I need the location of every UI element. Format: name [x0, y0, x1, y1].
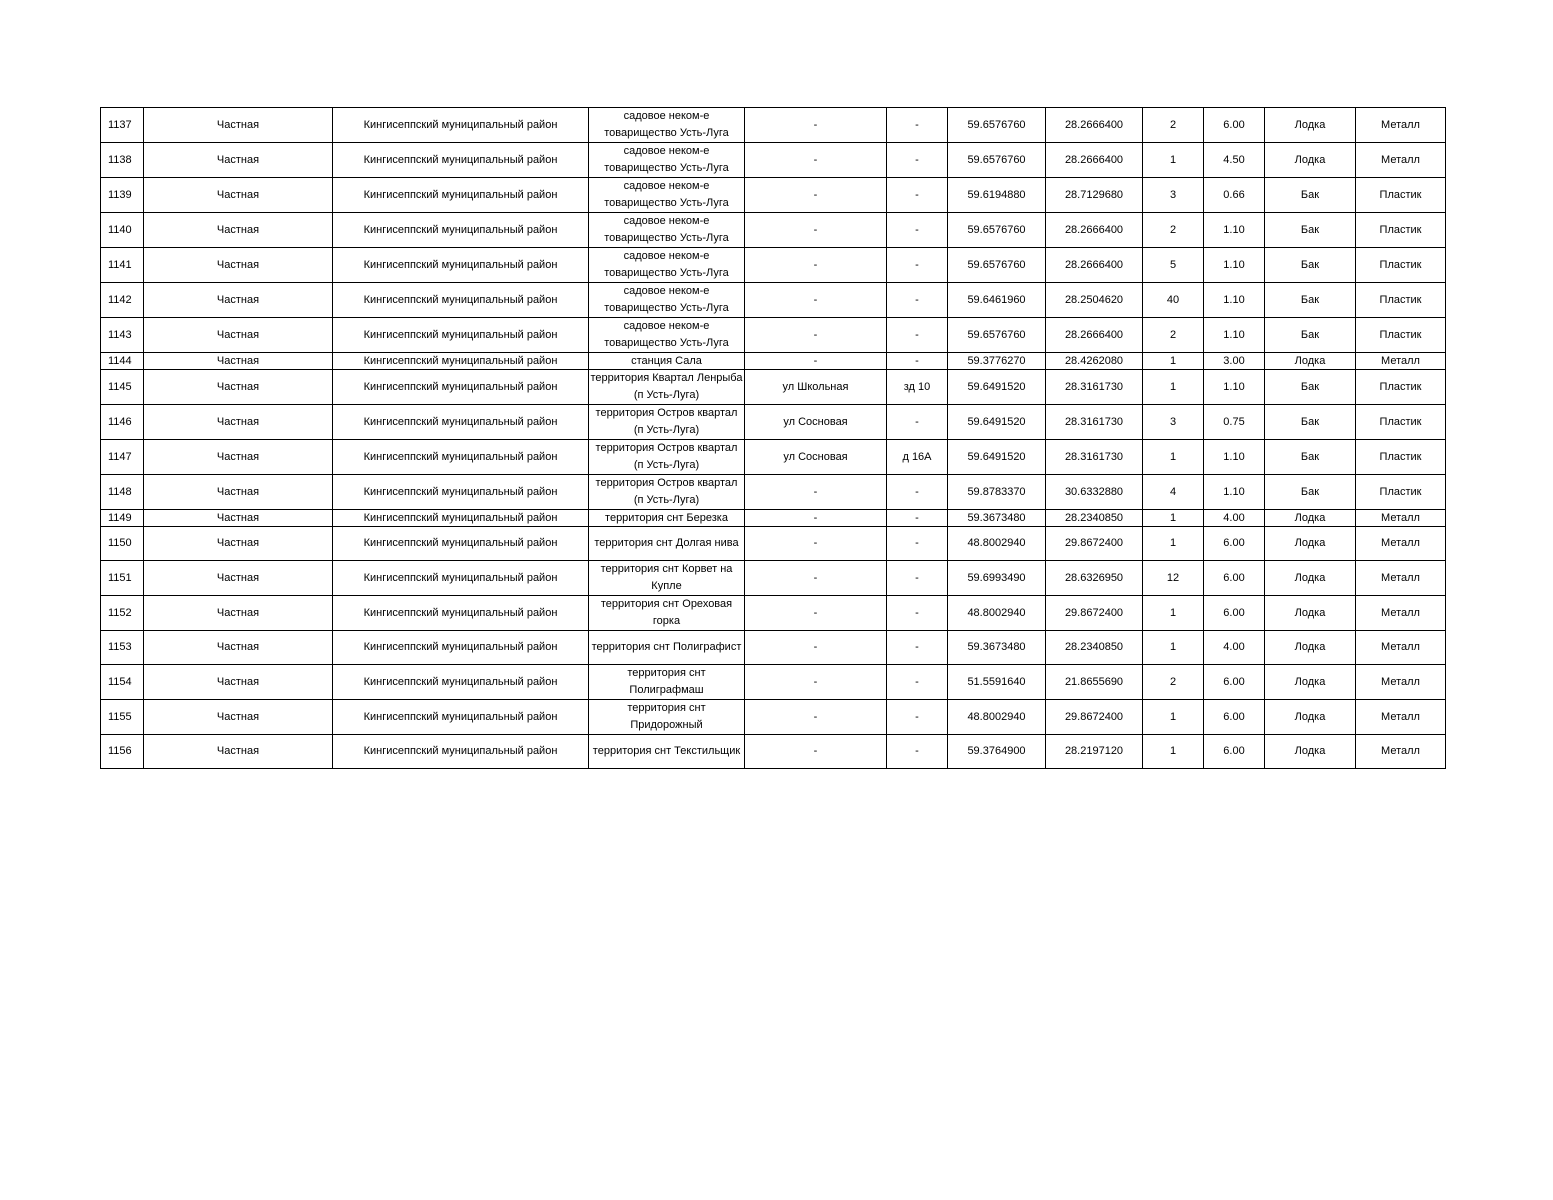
cell-district: Кингисеппский муниципальный район [333, 248, 589, 283]
cell-count: 4 [1143, 475, 1204, 510]
cell-locality: садовое неком-е товарищество Усть-Луга [589, 213, 745, 248]
cell-latitude: 59.6461960 [948, 283, 1046, 318]
cell-longitude: 28.2666400 [1046, 108, 1143, 143]
cell-longitude: 29.8672400 [1046, 700, 1143, 735]
cell-street: - [745, 596, 887, 631]
cell-id: 1148 [101, 475, 144, 510]
cell-locality: территория Остров квартал (п Усть-Луга) [589, 405, 745, 440]
cell-volume: 6.00 [1204, 561, 1265, 596]
cell-house: - [887, 143, 948, 178]
cell-longitude: 28.6326950 [1046, 561, 1143, 596]
cell-volume: 0.66 [1204, 178, 1265, 213]
cell-ownership: Частная [144, 475, 333, 510]
table-row [101, 596, 1446, 631]
table-row [101, 527, 1446, 561]
table-row [101, 405, 1446, 440]
cell-count: 1 [1143, 353, 1204, 370]
cell-latitude: 59.6576760 [948, 108, 1046, 143]
table-row [101, 283, 1446, 318]
cell-id: 1149 [101, 510, 144, 527]
table-row [101, 213, 1446, 248]
cell-count: 2 [1143, 108, 1204, 143]
cell-count: 40 [1143, 283, 1204, 318]
cell-longitude: 21.8655690 [1046, 665, 1143, 700]
cell-house: - [887, 405, 948, 440]
cell-longitude: 28.2666400 [1046, 213, 1143, 248]
cell-longitude: 28.3161730 [1046, 440, 1143, 475]
cell-container-type: Лодка [1265, 665, 1356, 700]
cell-id: 1146 [101, 405, 144, 440]
cell-street: ул Сосновая [745, 405, 887, 440]
cell-locality: станция Сала [589, 353, 745, 370]
cell-material: Пластик [1356, 318, 1446, 353]
cell-district: Кингисеппский муниципальный район [333, 405, 589, 440]
cell-material: Пластик [1356, 405, 1446, 440]
cell-district: Кингисеппский муниципальный район [333, 213, 589, 248]
cell-street: - [745, 143, 887, 178]
cell-district: Кингисеппский муниципальный район [333, 735, 589, 769]
cell-district: Кингисеппский муниципальный район [333, 665, 589, 700]
cell-container-type: Лодка [1265, 510, 1356, 527]
cell-ownership: Частная [144, 527, 333, 561]
cell-count: 1 [1143, 700, 1204, 735]
cell-house: - [887, 178, 948, 213]
table-row [101, 440, 1446, 475]
cell-house: - [887, 248, 948, 283]
cell-ownership: Частная [144, 700, 333, 735]
table-row [101, 353, 1446, 370]
cell-ownership: Частная [144, 665, 333, 700]
cell-ownership: Частная [144, 143, 333, 178]
cell-ownership: Частная [144, 631, 333, 665]
cell-latitude: 59.3673480 [948, 631, 1046, 665]
cell-street: - [745, 510, 887, 527]
cell-latitude: 59.3673480 [948, 510, 1046, 527]
table-row [101, 178, 1446, 213]
cell-street: - [745, 735, 887, 769]
cell-locality: территория снт Полиграфмаш [589, 665, 745, 700]
cell-id: 1156 [101, 735, 144, 769]
cell-count: 12 [1143, 561, 1204, 596]
table-row [101, 318, 1446, 353]
cell-count: 2 [1143, 318, 1204, 353]
cell-count: 1 [1143, 631, 1204, 665]
cell-longitude: 29.8672400 [1046, 596, 1143, 631]
cell-district: Кингисеппский муниципальный район [333, 510, 589, 527]
cell-count: 3 [1143, 405, 1204, 440]
cell-house: - [887, 353, 948, 370]
table-row [101, 510, 1446, 527]
cell-house: - [887, 108, 948, 143]
cell-longitude: 29.8672400 [1046, 527, 1143, 561]
cell-ownership: Частная [144, 370, 333, 405]
cell-count: 1 [1143, 527, 1204, 561]
cell-district: Кингисеппский муниципальный район [333, 143, 589, 178]
cell-locality: садовое неком-е товарищество Усть-Луга [589, 248, 745, 283]
cell-district: Кингисеппский муниципальный район [333, 596, 589, 631]
cell-ownership: Частная [144, 735, 333, 769]
cell-locality: садовое неком-е товарищество Усть-Луга [589, 143, 745, 178]
cell-latitude: 59.6576760 [948, 248, 1046, 283]
table-row [101, 248, 1446, 283]
cell-volume: 6.00 [1204, 735, 1265, 769]
cell-count: 2 [1143, 665, 1204, 700]
cell-material: Металл [1356, 665, 1446, 700]
cell-longitude: 28.2340850 [1046, 631, 1143, 665]
cell-latitude: 59.3764900 [948, 735, 1046, 769]
cell-ownership: Частная [144, 108, 333, 143]
cell-district: Кингисеппский муниципальный район [333, 178, 589, 213]
cell-street: - [745, 318, 887, 353]
cell-material: Металл [1356, 735, 1446, 769]
cell-district: Кингисеппский муниципальный район [333, 440, 589, 475]
cell-material: Пластик [1356, 475, 1446, 510]
cell-house: - [887, 735, 948, 769]
cell-latitude: 59.6491520 [948, 405, 1046, 440]
table-row [101, 700, 1446, 735]
cell-material: Металл [1356, 596, 1446, 631]
cell-district: Кингисеппский муниципальный район [333, 631, 589, 665]
cell-volume: 1.10 [1204, 283, 1265, 318]
cell-id: 1141 [101, 248, 144, 283]
cell-count: 1 [1143, 370, 1204, 405]
cell-district: Кингисеппский муниципальный район [333, 108, 589, 143]
cell-locality: территория снт Придорожный [589, 700, 745, 735]
cell-district: Кингисеппский муниципальный район [333, 353, 589, 370]
cell-count: 5 [1143, 248, 1204, 283]
cell-locality: территория Остров квартал (п Усть-Луга) [589, 440, 745, 475]
cell-locality: территория снт Корвет на Купле [589, 561, 745, 596]
cell-longitude: 28.2666400 [1046, 248, 1143, 283]
cell-id: 1155 [101, 700, 144, 735]
cell-container-type: Бак [1265, 178, 1356, 213]
table-row [101, 475, 1446, 510]
cell-ownership: Частная [144, 440, 333, 475]
cell-volume: 1.10 [1204, 370, 1265, 405]
cell-district: Кингисеппский муниципальный район [333, 561, 589, 596]
cell-latitude: 59.6491520 [948, 370, 1046, 405]
cell-street: - [745, 561, 887, 596]
cell-id: 1145 [101, 370, 144, 405]
cell-id: 1152 [101, 596, 144, 631]
cell-volume: 1.10 [1204, 475, 1265, 510]
cell-house: д 16А [887, 440, 948, 475]
cell-container-type: Бак [1265, 213, 1356, 248]
cell-material: Металл [1356, 143, 1446, 178]
cell-street: - [745, 700, 887, 735]
cell-street: - [745, 178, 887, 213]
cell-material: Пластик [1356, 178, 1446, 213]
cell-ownership: Частная [144, 561, 333, 596]
cell-id: 1137 [101, 108, 144, 143]
cell-container-type: Бак [1265, 248, 1356, 283]
registry-table-body [101, 108, 1446, 769]
table-row [101, 108, 1446, 143]
cell-locality: садовое неком-е товарищество Усть-Луга [589, 108, 745, 143]
cell-container-type: Бак [1265, 405, 1356, 440]
cell-district: Кингисеппский муниципальный район [333, 370, 589, 405]
cell-street: - [745, 108, 887, 143]
cell-count: 1 [1143, 596, 1204, 631]
cell-latitude: 59.6576760 [948, 213, 1046, 248]
table-row [101, 735, 1446, 769]
cell-latitude: 59.6993490 [948, 561, 1046, 596]
cell-house: - [887, 213, 948, 248]
cell-container-type: Лодка [1265, 700, 1356, 735]
cell-volume: 3.00 [1204, 353, 1265, 370]
cell-street: - [745, 283, 887, 318]
cell-id: 1138 [101, 143, 144, 178]
cell-locality: территория Остров квартал (п Усть-Луга) [589, 475, 745, 510]
cell-material: Пластик [1356, 370, 1446, 405]
cell-container-type: Лодка [1265, 108, 1356, 143]
cell-material: Металл [1356, 510, 1446, 527]
cell-id: 1139 [101, 178, 144, 213]
cell-street: - [745, 248, 887, 283]
cell-house: - [887, 631, 948, 665]
cell-ownership: Частная [144, 318, 333, 353]
cell-district: Кингисеппский муниципальный район [333, 527, 589, 561]
cell-street: ул Школьная [745, 370, 887, 405]
cell-longitude: 28.2666400 [1046, 143, 1143, 178]
cell-volume: 6.00 [1204, 108, 1265, 143]
table-row [101, 143, 1446, 178]
cell-street: - [745, 665, 887, 700]
cell-container-type: Бак [1265, 283, 1356, 318]
cell-locality: садовое неком-е товарищество Усть-Луга [589, 283, 745, 318]
cell-material: Пластик [1356, 440, 1446, 475]
cell-longitude: 28.3161730 [1046, 405, 1143, 440]
cell-ownership: Частная [144, 248, 333, 283]
cell-locality: территория снт Полиграфист [589, 631, 745, 665]
cell-id: 1140 [101, 213, 144, 248]
cell-house: - [887, 596, 948, 631]
cell-container-type: Лодка [1265, 353, 1356, 370]
cell-house: - [887, 475, 948, 510]
cell-material: Металл [1356, 527, 1446, 561]
cell-volume: 0.75 [1204, 405, 1265, 440]
table-row [101, 561, 1446, 596]
cell-container-type: Лодка [1265, 527, 1356, 561]
cell-volume: 1.10 [1204, 248, 1265, 283]
cell-street: - [745, 475, 887, 510]
cell-longitude: 28.7129680 [1046, 178, 1143, 213]
cell-street: ул Сосновая [745, 440, 887, 475]
cell-container-type: Бак [1265, 475, 1356, 510]
cell-latitude: 48.8002940 [948, 596, 1046, 631]
registry-table [100, 107, 1446, 769]
cell-volume: 4.00 [1204, 631, 1265, 665]
cell-latitude: 59.6491520 [948, 440, 1046, 475]
cell-latitude: 51.5591640 [948, 665, 1046, 700]
cell-house: - [887, 527, 948, 561]
cell-locality: территория снт Долгая нива [589, 527, 745, 561]
cell-district: Кингисеппский муниципальный район [333, 700, 589, 735]
cell-longitude: 28.4262080 [1046, 353, 1143, 370]
cell-count: 1 [1143, 440, 1204, 475]
cell-container-type: Лодка [1265, 735, 1356, 769]
cell-id: 1144 [101, 353, 144, 370]
cell-material: Пластик [1356, 283, 1446, 318]
cell-longitude: 28.2340850 [1046, 510, 1143, 527]
cell-id: 1143 [101, 318, 144, 353]
cell-ownership: Частная [144, 405, 333, 440]
cell-longitude: 28.3161730 [1046, 370, 1143, 405]
cell-count: 3 [1143, 178, 1204, 213]
cell-locality: садовое неком-е товарищество Усть-Луга [589, 178, 745, 213]
cell-house: - [887, 665, 948, 700]
cell-longitude: 28.2504620 [1046, 283, 1143, 318]
cell-latitude: 59.6576760 [948, 318, 1046, 353]
cell-id: 1150 [101, 527, 144, 561]
cell-house: - [887, 318, 948, 353]
table-row [101, 631, 1446, 665]
cell-house: - [887, 283, 948, 318]
cell-house: - [887, 700, 948, 735]
cell-latitude: 48.8002940 [948, 527, 1046, 561]
cell-district: Кингисеппский муниципальный район [333, 318, 589, 353]
cell-longitude: 28.2197120 [1046, 735, 1143, 769]
cell-street: - [745, 631, 887, 665]
cell-material: Металл [1356, 700, 1446, 735]
cell-latitude: 59.6576760 [948, 143, 1046, 178]
cell-count: 1 [1143, 143, 1204, 178]
cell-ownership: Частная [144, 353, 333, 370]
cell-street: - [745, 353, 887, 370]
cell-container-type: Лодка [1265, 561, 1356, 596]
table-row [101, 370, 1446, 405]
cell-district: Кингисеппский муниципальный район [333, 475, 589, 510]
cell-locality: территория Квартал Ленрыба (п Усть-Луга) [589, 370, 745, 405]
cell-ownership: Частная [144, 510, 333, 527]
cell-material: Металл [1356, 353, 1446, 370]
cell-street: - [745, 213, 887, 248]
cell-house: зд 10 [887, 370, 948, 405]
cell-volume: 6.00 [1204, 700, 1265, 735]
cell-id: 1154 [101, 665, 144, 700]
cell-count: 1 [1143, 735, 1204, 769]
cell-latitude: 59.6194880 [948, 178, 1046, 213]
cell-volume: 6.00 [1204, 665, 1265, 700]
cell-ownership: Частная [144, 213, 333, 248]
cell-house: - [887, 510, 948, 527]
cell-container-type: Лодка [1265, 596, 1356, 631]
cell-container-type: Лодка [1265, 631, 1356, 665]
cell-material: Пластик [1356, 248, 1446, 283]
cell-longitude: 30.6332880 [1046, 475, 1143, 510]
cell-ownership: Частная [144, 283, 333, 318]
cell-count: 1 [1143, 510, 1204, 527]
cell-container-type: Бак [1265, 370, 1356, 405]
cell-id: 1147 [101, 440, 144, 475]
cell-container-type: Лодка [1265, 143, 1356, 178]
cell-container-type: Бак [1265, 440, 1356, 475]
cell-count: 2 [1143, 213, 1204, 248]
cell-volume: 4.00 [1204, 510, 1265, 527]
cell-id: 1142 [101, 283, 144, 318]
cell-volume: 6.00 [1204, 596, 1265, 631]
cell-id: 1153 [101, 631, 144, 665]
table-row [101, 665, 1446, 700]
cell-volume: 1.10 [1204, 213, 1265, 248]
cell-latitude: 48.8002940 [948, 700, 1046, 735]
cell-latitude: 59.8783370 [948, 475, 1046, 510]
cell-house: - [887, 561, 948, 596]
cell-district: Кингисеппский муниципальный район [333, 283, 589, 318]
cell-material: Металл [1356, 561, 1446, 596]
cell-material: Металл [1356, 108, 1446, 143]
cell-id: 1151 [101, 561, 144, 596]
cell-volume: 1.10 [1204, 318, 1265, 353]
cell-locality: территория снт Березка [589, 510, 745, 527]
cell-material: Металл [1356, 631, 1446, 665]
cell-material: Пластик [1356, 213, 1446, 248]
cell-latitude: 59.3776270 [948, 353, 1046, 370]
cell-longitude: 28.2666400 [1046, 318, 1143, 353]
cell-container-type: Бак [1265, 318, 1356, 353]
cell-volume: 4.50 [1204, 143, 1265, 178]
cell-locality: территория снт Ореховая горка [589, 596, 745, 631]
cell-ownership: Частная [144, 178, 333, 213]
cell-volume: 6.00 [1204, 527, 1265, 561]
cell-street: - [745, 527, 887, 561]
cell-locality: садовое неком-е товарищество Усть-Луга [589, 318, 745, 353]
cell-volume: 1.10 [1204, 440, 1265, 475]
cell-locality: территория снт Текстильщик [589, 735, 745, 769]
cell-ownership: Частная [144, 596, 333, 631]
